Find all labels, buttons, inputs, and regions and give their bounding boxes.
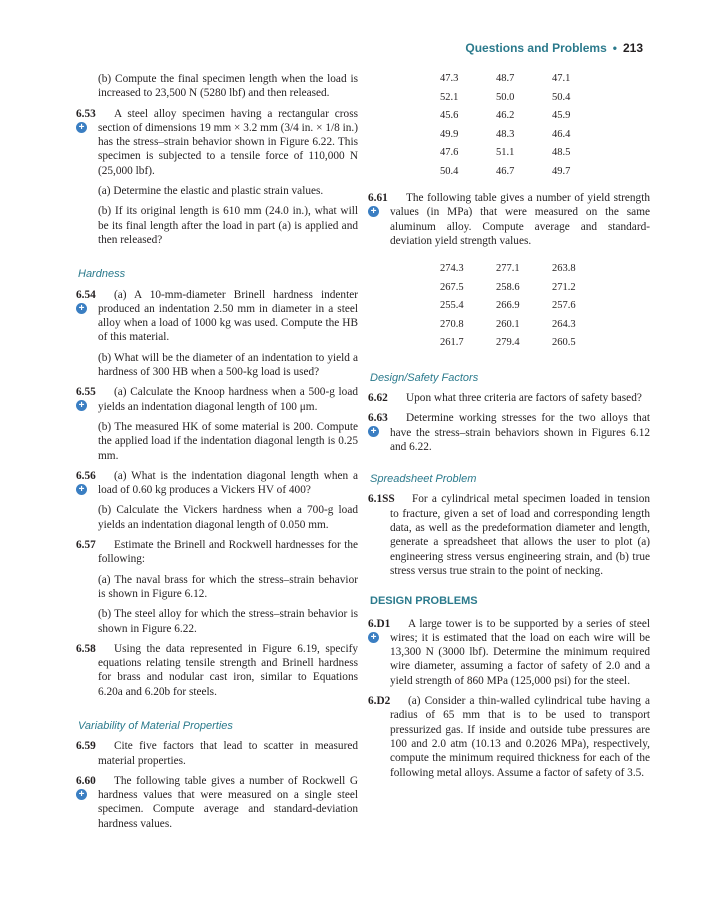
problem-text: A large tower is to be supported by a series of steel wires; it is estimated that the load on each wire will be 13,300 N (3000 lbf). Determine the minimum required wire diameter, assuming a factor of safety of 2.0 and a yield strength of 860 MPa (125,000 psi) for the steel.: [390, 617, 650, 687]
table-cell: 255.4: [440, 300, 464, 312]
table-cell: 50.4: [552, 91, 571, 103]
table-cell: 47.6: [440, 147, 459, 159]
problem-6-56: [78, 469, 358, 498]
problem-number: 6.62: [368, 391, 388, 404]
problem-6-58: [78, 642, 358, 699]
problem-number: 6.60: [76, 774, 96, 787]
problem-6-d1: [370, 617, 650, 688]
problem-6-53-part-a: (a) Determine the elastic and plastic strain values.: [98, 185, 324, 198]
table-cell: 48.7: [496, 73, 515, 85]
table-cell: 277.1: [496, 263, 520, 275]
problem-6-55-part-b: (b) The measured HK of some material is 200. Compute the applied load if the indentation diagonal length is 0.25 mm.: [98, 420, 358, 462]
header-separator: •: [612, 41, 617, 55]
table-cell: 50.0: [496, 91, 515, 103]
table-cell: 51.1: [496, 147, 515, 159]
table-cell: 47.3: [440, 73, 459, 85]
table-row: [440, 144, 608, 163]
problem-6-57-part-a: (a) The naval brass for which the stress–strain behavior is shown in Figure 6.12.: [98, 573, 358, 600]
problem-number: 6.63: [368, 412, 388, 425]
problem-number: 6.55: [76, 386, 96, 399]
table-cell: 46.2: [496, 110, 515, 122]
table-cell: 45.6: [440, 110, 459, 122]
problem-text: (a) Calculate the Knoop hardness when a 500-g load yields an indentation diagonal length of 100 μm.: [98, 386, 358, 413]
table-cell: 270.8: [440, 318, 464, 330]
problem-number: 6.57: [76, 539, 96, 552]
problem-number: 6.61: [368, 192, 388, 204]
problem-number: 6.54: [76, 288, 96, 301]
table-row: [440, 334, 608, 353]
problem-6-53-part-b: (b) If its original length is 610 mm (24.0 in.), what will be its final length after the load in part (a) is applied and then released?: [98, 205, 358, 246]
table-cell: 50.4: [440, 165, 459, 177]
table-cell: 271.2: [552, 281, 576, 293]
section-title-design-safety: Design/Safety Factors: [370, 371, 479, 384]
rockwell-hardness-table: [440, 70, 608, 181]
problem-text: Estimate the Brinell and Rockwell hardnesses for the following:: [98, 539, 358, 566]
problem-text: The following table gives a number of Rockwell G hardness values that were measured on a single steel specimen. Compute average and standard-deviation hardness values.: [98, 774, 358, 830]
table-row: [440, 260, 608, 279]
section-title-design-problems: DESIGN PROBLEMS: [370, 595, 478, 608]
running-header: [465, 41, 643, 55]
problem-text: (a) What is the indentation diagonal length when a load of 0.60 kg produces a Vickers HV of 400?: [98, 469, 358, 497]
problem-number: 6.53: [76, 107, 96, 120]
table-cell: 258.6: [496, 281, 520, 293]
problem-text: Determine working stresses for the two alloys that have the stress–strain behaviors shown in Figures 6.12 and 6.22.: [390, 412, 650, 453]
problem-6-56-part-b: (b) Calculate the Vickers hardness when a 700-g load yields an indentation diagonal length of 0.050 mm.: [98, 504, 358, 531]
plus-circle-icon[interactable]: +: [76, 303, 87, 314]
table-row: [440, 316, 608, 335]
problem-6-57-part-b: (b) The steel alloy for which the stress–strain behavior is shown in Figure 6.22.: [98, 608, 358, 635]
header-title: Questions and Problems: [465, 41, 607, 55]
table-cell: 264.3: [552, 318, 576, 330]
problem-6-59: [78, 739, 358, 768]
problem-6-61: [370, 191, 650, 248]
problem-6-55: [78, 385, 358, 414]
problem-number: 6.D1: [368, 617, 391, 630]
problem-number: 6.1SS: [368, 493, 395, 506]
plus-circle-icon[interactable]: +: [76, 789, 87, 800]
problem-text: Upon what three criteria are factors of safety based?: [406, 391, 642, 404]
problem-6-52-part-b: (b) Compute the final specimen length when the load is increased to 23,500 N (5280 lbf) and then released.: [98, 73, 358, 100]
section-title-variability: Variability of Material Properties: [78, 719, 233, 732]
table-cell: 49.9: [440, 128, 459, 140]
table-row: [440, 297, 608, 316]
section-title-spreadsheet: Spreadsheet Problem: [370, 473, 477, 486]
problem-text: Using the data represented in Figure 6.19, specify equations relating tensile strength and Brinell hardness for brass and nodular cast iron, similar to Equations 6.20a and 6.20b for steels.: [98, 642, 358, 698]
plus-circle-icon[interactable]: +: [368, 206, 379, 217]
table-row: [440, 89, 608, 108]
table-cell: 257.6: [552, 300, 576, 312]
table-cell: 48.3: [496, 128, 515, 140]
table-cell: 52.1: [440, 91, 459, 103]
problem-6-54-part-b: (b) What will be the diameter of an indentation to yield a hardness of 300 HB when a 500-kg load is used?: [98, 351, 358, 379]
table-cell: 46.4: [552, 128, 571, 140]
problem-6-54: [78, 288, 358, 345]
problem-text: (a) A 10-mm-diameter Brinell hardness indenter produced an indentation 2.50 mm in diameter in a steel alloy when a load of 1000 kg was used. Compute the HB of this material.: [98, 288, 358, 344]
table-cell: 47.1: [552, 73, 571, 85]
table-cell: 261.7: [440, 337, 464, 349]
table-cell: 48.5: [552, 147, 571, 159]
problem-6-63: [370, 411, 650, 454]
problem-6-57: [78, 538, 358, 567]
plus-circle-icon[interactable]: +: [76, 484, 87, 495]
left-column: [78, 72, 358, 837]
table-row: [440, 279, 608, 298]
table-cell: 267.5: [440, 281, 464, 293]
yield-strength-table: [440, 260, 608, 353]
plus-circle-icon[interactable]: +: [368, 632, 379, 643]
problem-number: 6.56: [76, 469, 96, 482]
table-cell: 260.1: [496, 318, 520, 330]
plus-circle-icon[interactable]: +: [368, 426, 379, 437]
table-cell: 260.5: [552, 337, 576, 349]
table-row: [440, 70, 608, 89]
section-title-hardness: Hardness: [78, 268, 126, 281]
problem-6-1ss: [370, 492, 650, 578]
table-cell: 46.7: [496, 165, 515, 177]
plus-circle-icon[interactable]: +: [76, 122, 87, 133]
table-cell: 266.9: [496, 300, 520, 312]
problem-6-d2: [370, 694, 650, 780]
right-column: [370, 70, 650, 786]
table-row: [440, 126, 608, 145]
problem-text: A steel alloy specimen having a rectangular cross section of dimensions 19 mm × 3.2 mm (3/4 in. × 1/8 in.) has the stress–strain behavior shown in Figure 6.22. This specimen is subjected to a tensile force of 110,000 N (25,000 lbf).: [98, 107, 358, 177]
table-cell: 274.3: [440, 263, 464, 275]
table-cell: 263.8: [552, 263, 576, 275]
table-cell: 279.4: [496, 337, 520, 349]
problem-text: For a cylindrical metal specimen loaded in tension to fracture, given a set of load and corresponding length data, as well as the predeformation diameter and length, generate a spreadsheet that allows the user to plot (a) engineering stress versus engineering strain, and (b) true stress versus true strain to the point of necking.: [390, 493, 650, 577]
problem-text: (a) Consider a thin-walled cylindrical tube having a radius of 65 mm that is to be used to transport pressurized gas. If inside and outside tube pressures are 100 and 2.0 atm (10.13 and 0.2026 MPa), respectively, compute the minimum required thickness for each of the following metal alloys. Assume a factor of safety of 3.5.: [390, 695, 650, 779]
problem-number: 6.58: [76, 642, 96, 655]
problem-number: 6.D2: [368, 695, 391, 708]
problem-text: The following table gives a number of yield strength values (in MPa) that were measured on the same aluminum alloy. Compute average and standard-deviation yield strength values.: [390, 192, 650, 247]
plus-circle-icon[interactable]: +: [76, 400, 87, 411]
table-cell: 45.9: [552, 110, 571, 122]
problem-6-60: [78, 774, 358, 831]
page-number: 213: [622, 41, 643, 55]
table-row: [440, 163, 608, 182]
problem-text: Cite five factors that lead to scatter in measured material properties.: [98, 740, 358, 767]
problem-6-53: [78, 107, 358, 178]
table-row: [440, 107, 608, 126]
table-cell: 49.7: [552, 165, 571, 177]
problem-6-62: [370, 391, 650, 405]
problem-number: 6.59: [76, 740, 96, 753]
